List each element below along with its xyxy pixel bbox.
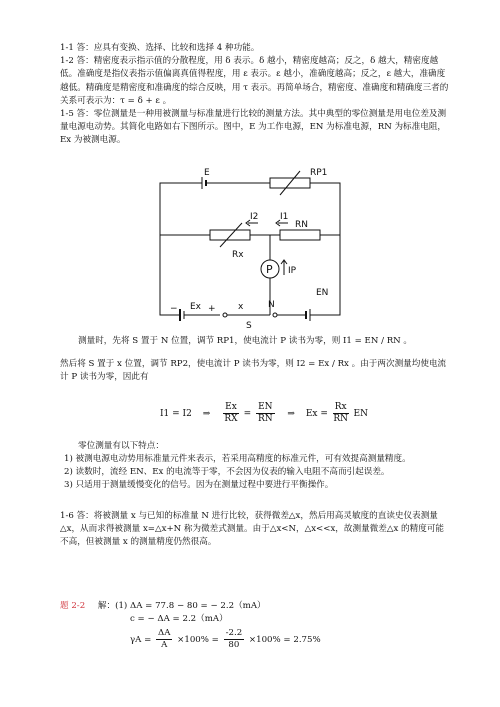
answer-1-1: 1-1 答：应具有变换、选择、比较和选择 4 种功能。 xyxy=(60,43,260,53)
measurement-text xyxy=(60,335,450,385)
label-RN: RN xyxy=(295,220,308,230)
answer-1-6: 1-6 答：将被测量 x 与已知的标准量 N 进行比较，获得微差△x，然后用高灵敏度的直读史仪表测量△x，从而求得被测量 x=△x+N 称为微差式测量。由于△x<N，△x<<x，故测量微差△x 的精度可能不高，但被测量 x 的测量精度仍然很高。 xyxy=(60,511,445,548)
eq-result-post: EN xyxy=(353,409,368,419)
measurement-step-1: 测量时，先将 S 置于 N 位置，调节 RP1，使电流计 P 读书为零，则 I1 = EN / RN 。 xyxy=(78,336,413,346)
label-x: x xyxy=(238,302,244,312)
solution-line-1: 解：(1) ΔA = 77.8 − 80 = − 2.2（mA） xyxy=(97,601,266,611)
galvanometer-P: P xyxy=(266,263,273,276)
feature-1: 1) 被测电源电动势用标准量元件来表示，若采用高精度的标准元件，可有效提高测量精度。 xyxy=(64,454,411,464)
gamma-label: γA = xyxy=(130,635,152,645)
gamma-frac-1: $\frac{\Delta A}{A}$ xyxy=(158,628,171,650)
eq-lhs: I1 = I2 xyxy=(160,409,192,419)
eq-frac-2: $\frac{EN}{RN}$ xyxy=(257,402,273,424)
label-RP1: RP1 xyxy=(310,168,328,178)
label-Rx: Rx xyxy=(232,250,244,260)
label-N: N xyxy=(268,300,275,310)
solution-2-2 xyxy=(60,600,360,651)
answer-block-1 xyxy=(60,42,450,148)
solution-gamma-equation xyxy=(130,628,360,651)
gamma-times: ×100% = xyxy=(177,635,219,645)
answer-1-2: 1-2 答：精密度表示指示值的分散程度，用 δ 表示。δ 越小，精密度越高；反之，δ 越大，精密度越低。准确度是指仪表指示值偏离真值得程度，用 ε 表示。ε 越小，准确度越高；反之，ε 越大，准确度越低。精确度是精密度和准确度的综合反映，用 τ 表示。再简单场合，精密度、准确度和精确度三者的关系可表示为：τ = δ + ε 。 xyxy=(60,56,449,106)
features-list xyxy=(60,440,450,492)
gamma-frac-2: $\frac{-2.2}{80}$ xyxy=(225,628,243,650)
eq-arrow-1: ⇒ xyxy=(202,409,211,419)
label-I2: I2 xyxy=(250,212,259,222)
label-minus: − xyxy=(170,304,178,314)
label-S: S xyxy=(246,321,252,330)
label-E: E xyxy=(204,168,210,178)
features-title: 零位测量有以下特点： xyxy=(78,441,164,451)
answer-1-5: 1-5 答：零位测量是一种用被测量与标准量进行比较的测量方法。其中典型的零位测量是用电位差及测量电源电动势。其简化电路如右下图所示。图中，E 为工作电源，EN 为标准电源，RN 为标准电阻，Ex 为被测电源。 xyxy=(60,109,447,146)
eq-equals: = xyxy=(243,409,252,419)
label-plus: + xyxy=(208,304,216,314)
answer-1-6-block xyxy=(60,510,450,550)
label-EN: EN xyxy=(316,288,329,298)
feature-2: 2) 读数时，流经 EN、Ex 的电流等于零，不会因为仪表的输入电阻不高而引起误差。 xyxy=(64,467,390,477)
eq-frac-3: $\frac{Rx}{RN}$ xyxy=(333,402,349,424)
measurement-step-2: 然后将 S 置于 x 位置，调节 RP2，使电流计 P 读书为零，则 I2 = Ex / Rx 。由于两次测量均使电流计 P 读书为零，因此有 xyxy=(60,359,447,383)
feature-3: 3) 只适用于测量缓慢变化的信号。因为在测量过程中要进行平衡操作。 xyxy=(64,480,334,490)
eq-arrow-2: ⇒ xyxy=(287,409,295,419)
label-I1: I1 xyxy=(280,212,289,222)
problem-tag: 题 2-2 xyxy=(60,601,86,611)
label-IP: IP xyxy=(288,266,297,276)
eq-frac-1: $\frac{Ex}{RX}$ xyxy=(224,402,238,424)
potentiometer-circuit-diagram xyxy=(150,165,350,330)
label-Ex: Ex xyxy=(190,302,202,312)
solution-line-2: c = − ΔA = 2.2（mA） xyxy=(130,614,228,624)
eq-result-pre: Ex = xyxy=(305,409,328,419)
balance-equation xyxy=(160,402,368,425)
gamma-result: ×100% = 2.75% xyxy=(248,635,321,645)
